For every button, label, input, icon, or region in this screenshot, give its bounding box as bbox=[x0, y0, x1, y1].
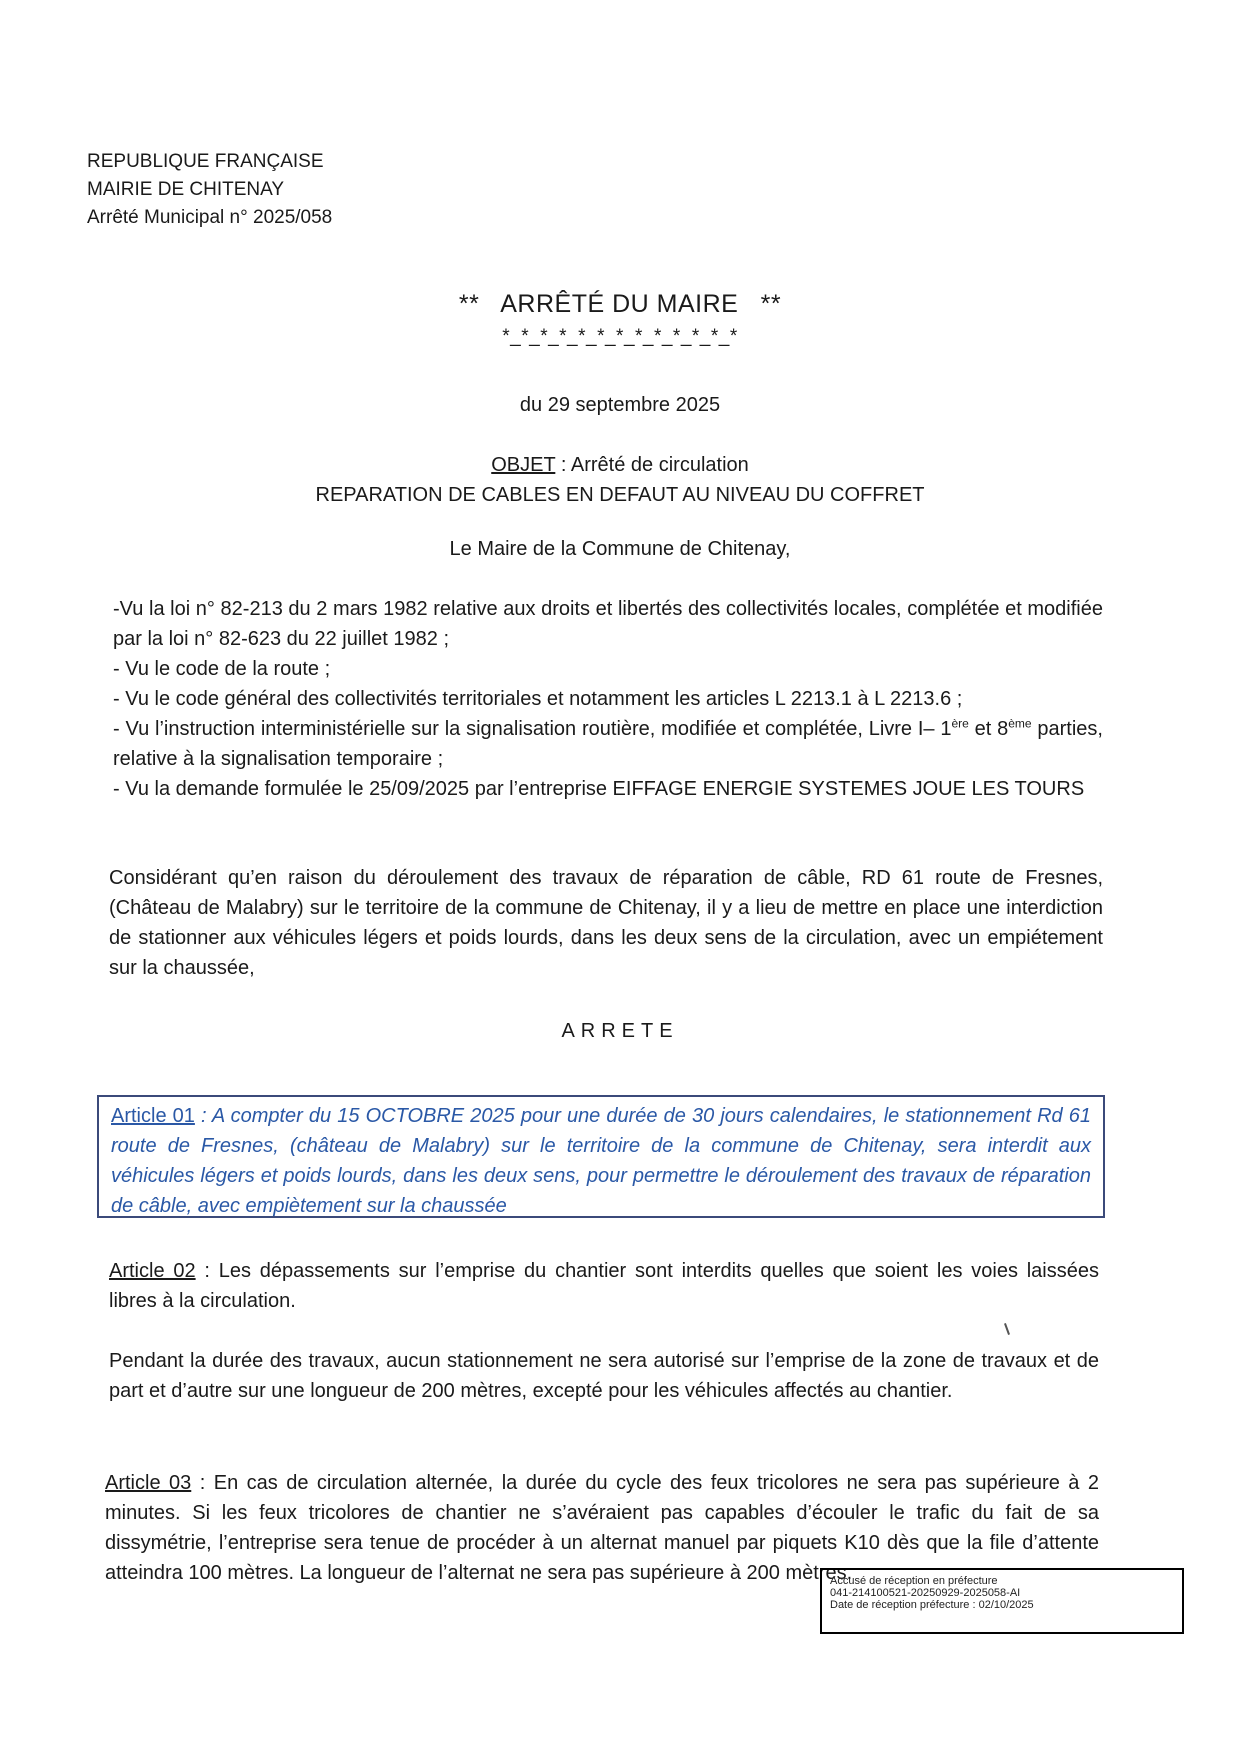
article-02 bbox=[109, 1256, 1099, 1316]
stamp-line-3: Date de réception préfecture : 02/10/2025 bbox=[830, 1599, 1034, 1611]
vu-item4-part1: - Vu l’instruction interministérielle sur la signalisation routière, modifiée et complétée, Livre I– 1 bbox=[113, 718, 952, 740]
header-mairie: MAIRIE DE CHITENAY bbox=[87, 179, 285, 200]
stamp-line-1: Accusé de réception en préfecture bbox=[830, 1575, 998, 1587]
vu-item4-part2: et 8 bbox=[968, 718, 1009, 740]
maire-intro: Le Maire de la Commune de Chitenay, bbox=[449, 538, 791, 560]
scan-mark bbox=[1004, 1323, 1010, 1335]
vu-item4-part3: parties, relative à la signalisation temporaire ; bbox=[113, 718, 1103, 770]
pendant-paragraph: Pendant la durée des travaux, aucun stationnement ne sera autorisé sur l’emprise de la zone de travaux et de part et d’autre sur une longueur de 200 mètres, excepté pour les véhicules affectés au chantier. bbox=[109, 1350, 1099, 1402]
prefecture-stamp bbox=[820, 1568, 1184, 1634]
title-separator: *_*_*_*_*_*_*_*_*_*_*_*_* bbox=[502, 326, 738, 347]
vu-item4-sup1: ère bbox=[951, 716, 969, 731]
article-02-label: Article 02 bbox=[109, 1260, 196, 1282]
vu-item: -Vu la loi n° 82-213 du 2 mars 1982 relative aux droits et libertés des collectivités locales, complétée et modifiée par la loi n° 82-623 du 22 juillet 1982 ; bbox=[113, 598, 1103, 650]
header-arrete-number: Arrêté Municipal n° 2025/058 bbox=[87, 207, 333, 228]
vu-item: - Vu le code général des collectivités territoriales et notamment les articles L 2213.1 à L 2213.6 ; bbox=[113, 688, 963, 710]
article-03-label: Article 03 bbox=[105, 1472, 192, 1494]
objet-section bbox=[0, 450, 1240, 510]
objet-text: : Arrêté de circulation bbox=[555, 454, 749, 476]
header-republique: REPUBLIQUE FRANÇAISE bbox=[87, 151, 324, 172]
document-header bbox=[87, 148, 332, 232]
vu-list bbox=[113, 594, 1103, 804]
article-03-text: : En cas de circulation alternée, la durée du cycle des feux tricolores ne sera pas supérieure à 2 minutes. Si les feux tricolores de chantier ne s’avéraient pas capables d’écouler le trafic du fait de sa dissymétrie, l’entreprise sera tenue de procéder à un alternat manuel par piquets K10 dès que la file d’attente atteindra 100 mètres. La longueur de l’alternat ne sera pas supérieure à 200 mètres. bbox=[105, 1472, 1099, 1584]
document-date: du 29 septembre 2025 bbox=[519, 394, 721, 416]
article-01-text: : A compter du 15 OCTOBRE 2025 pour une durée de 30 jours calendaires, le stationnement Rd 61 route de Fresnes, (château de Malabry) sur le territoire de la commune de Chitenay, sera interdit aux véhicules légers et poids lourds, dans les deux sens, pour permettre le déroulement des travaux de réparation de câble, avec empiètement sur la chaussée bbox=[111, 1105, 1091, 1217]
stamp-line-2: 041-214100521-20250929-2025058-AI bbox=[830, 1587, 1021, 1599]
vu-item bbox=[113, 714, 1103, 774]
considerant-paragraph: Considérant qu’en raison du déroulement des travaux de réparation de câble, RD 61 route de Fresnes, (Château de Malabry) sur le territoire de la commune de Chitenay, il y a lieu de mettre en place une interdiction de stationner aux véhicules légers et poids lourds, dans les deux sens de la circulation, avec un empiétement sur la chaussée, bbox=[109, 867, 1103, 979]
article-02-text: : Les dépassements sur l’emprise du chantier sont interdits quelles que soient les voies laissées libres à la circulation. bbox=[109, 1260, 1099, 1312]
arrete-heading: ARRETE bbox=[561, 1020, 679, 1042]
vu-item: - Vu le code de la route ; bbox=[113, 658, 331, 680]
objet-subject: REPARATION DE CABLES EN DEFAUT AU NIVEAU DU COFFRET bbox=[315, 484, 925, 506]
vu-item: - Vu la demande formulée le 25/09/2025 par l’entreprise EIFFAGE ENERGIE SYSTEMES JOUE LES TOURS bbox=[113, 778, 1085, 800]
vu-item4-sup2: ème bbox=[1008, 716, 1032, 731]
article-01-box bbox=[97, 1095, 1105, 1218]
article-01-label: Article 01 bbox=[111, 1105, 195, 1127]
objet-label: OBJET bbox=[491, 454, 556, 476]
document-title: ** ARRÊTÉ DU MAIRE ** bbox=[458, 290, 782, 318]
